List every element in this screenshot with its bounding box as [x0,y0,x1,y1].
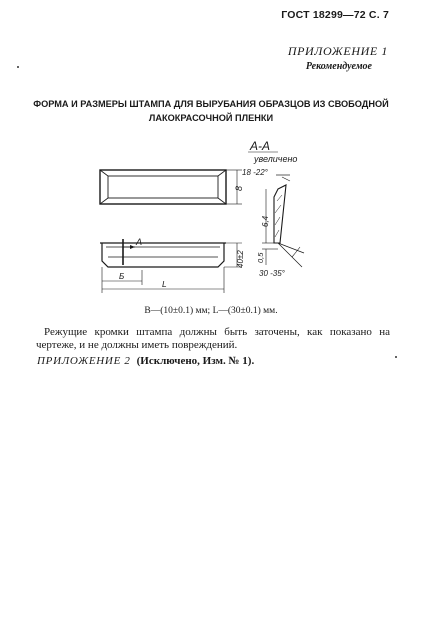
dim-small-label: 0,5 [256,252,265,263]
dim-height-label: 6,4 [261,215,270,227]
drawing-title: ФОРМА И РАЗМЕРЫ ШТАМПА ДЛЯ ВЫРУБАНИЯ ОБРАЗЦОВ ИЗ СВОБОДНОЙ ЛАКОКРАСОЧНОЙ ПЛЕНКИ [33,99,389,123]
appendix-2-note: (Исключено, Изм. № 1). [136,355,255,367]
scan-speck [17,66,19,68]
angle-top-label: 18 -22° [242,168,268,177]
dim-side-label: 8 [234,185,244,191]
dim-l-label: L [162,279,167,289]
die-top-view [100,170,242,204]
section-note: увеличено [254,154,298,164]
die-front-view [100,239,242,293]
dim-front-label: 40±2 [236,250,245,268]
document-code: ГОСТ 18299—72 С. 7 [281,9,389,21]
cutting-edge-note: Режущие кромки штампа должны быть заточены, как показано на чертеже, и не должны иметь повреждений. [36,326,390,351]
appendix-2-title: ПРИЛОЖЕНИЕ 2 [37,355,131,367]
scan-speck [395,356,397,358]
cut-label: А [136,237,143,247]
die-drawing [92,135,332,305]
dimension-formula: B—(10±0.1) мм; L—(30±0.1) мм. [144,306,278,316]
appendix-1-status: Рекомендуемое [305,61,372,72]
angle-bottom-label: 30 -35° [259,269,285,278]
dim-b-label: Б [119,272,125,281]
section-label: А-А [250,139,271,153]
appendix-2 [37,355,254,367]
appendix-1-title: ПРИЛОЖЕНИЕ 1 [287,44,388,58]
